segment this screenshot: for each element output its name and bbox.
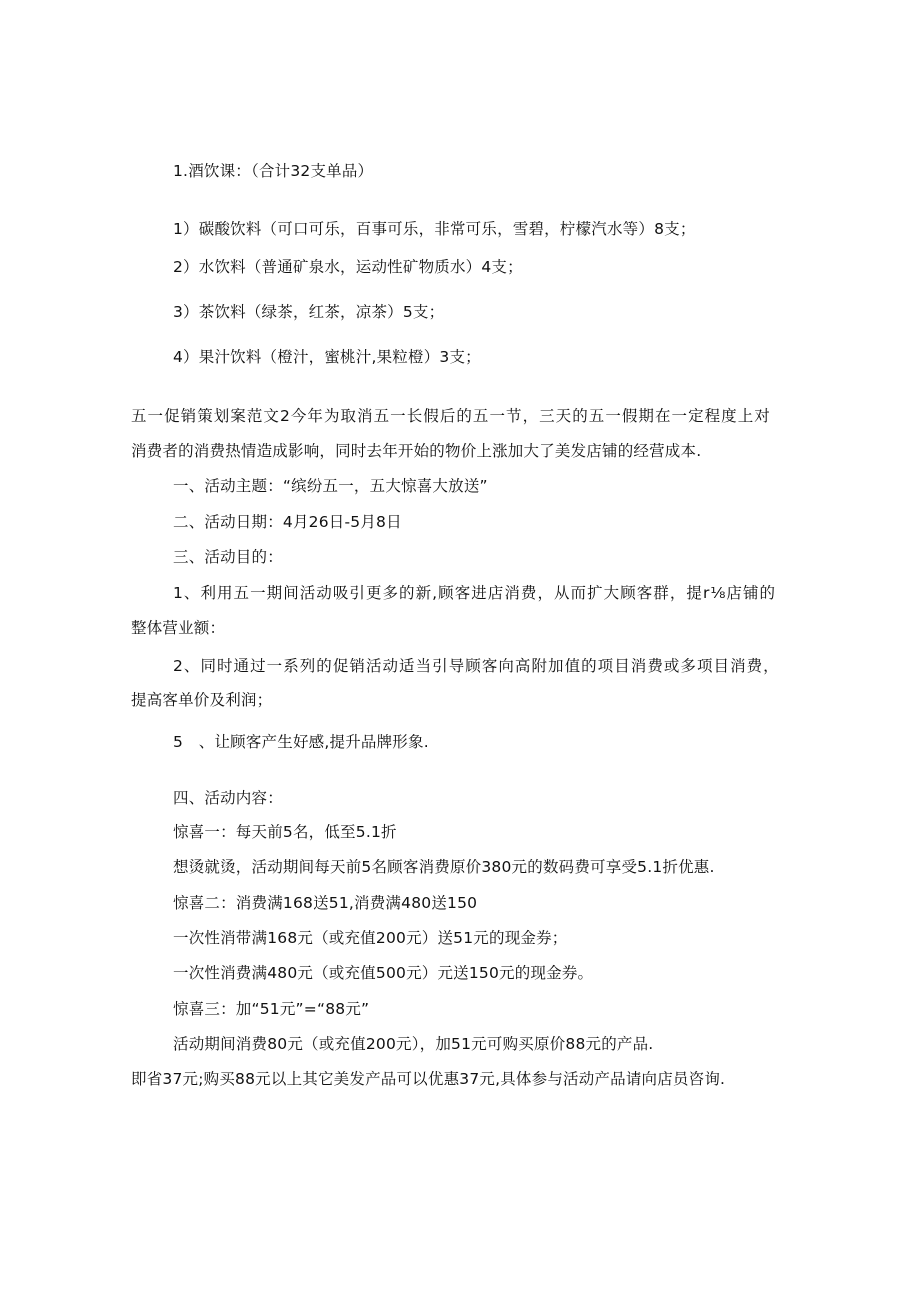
intro-paragraph-line2: 消费者的消费热情造成影响，同时去年开始的物价上涨加大了美发店铺的经营成本. [131, 442, 702, 460]
drinks-item-juice: 4）果汁饮料（橙汁，蜜桃汁,果粒橙）3支； [173, 348, 481, 366]
surprise2-line2: 一次性消费满480元（或充值500元）元送150元的现金券。 [173, 964, 594, 982]
goal3: 5 、让顾客产生好感,提升品牌形象. [173, 733, 429, 751]
surprise1-description: 想烫就烫，活动期间每天前5名顾客消费原价380元的数码费可享受5.1折优惠. [173, 858, 715, 876]
intro-paragraph-line1: 五一促销策划案范文2今年为取消五一长假后的五一节，三天的五一假期在一定程度上对 [131, 407, 771, 425]
goal2-line1: 2、同时通过一系列的促销活动适当引导顾客向高附加值的项目消费或多项目消费， [173, 657, 780, 675]
activity-theme: 一、活动主题：“缤纷五一，五大惊喜大放送” [173, 477, 488, 495]
surprise2-title: 惊喜二：消费满168送51,消费满480送150 [173, 894, 478, 912]
goal1-line2: 整体营业额： [131, 619, 226, 637]
surprise3-line1: 活动期间消费80元（或充值200元），加51元可购买原价88元的产品. [173, 1035, 654, 1053]
surprise2-line1: 一次性消带满168元（或充值200元）送51元的现金券； [173, 929, 568, 947]
goal2-line2: 提高客单价及利润； [131, 691, 273, 709]
goal1-line1: 1、利用五一期间活动吸引更多的新,顾客进店消费，从而扩大顾客群，提r⅛店铺的 [173, 584, 777, 602]
drinks-heading: 1.酒饮课：（合计32支单品） [173, 162, 374, 180]
content-heading: 四、活动内容： [173, 789, 283, 807]
surprise1-title: 惊喜一：每天前5名，低至5.1折 [173, 823, 397, 841]
goals-heading: 三、活动目的： [173, 548, 283, 566]
surprise3-line2: 即省37元;购买88元以上其它美发产品可以优惠37元,具体参与活动产品请向店员咨询. [131, 1070, 726, 1088]
drinks-item-carbonated: 1）碳酸饮料（可口可乐，百事可乐，非常可乐，雪碧，柠檬汽水等）8支； [173, 220, 696, 238]
surprise3-title: 惊喜三：加“51元”=“88元” [173, 1000, 370, 1018]
activity-dates: 二、活动日期：4月26日-5月8日 [173, 513, 402, 531]
drinks-item-water: 2）水饮料（普通矿泉水，运动性矿物质水）4支； [173, 258, 523, 276]
drinks-item-tea: 3）茶饮料（绿茶，红茶，凉茶）5支； [173, 303, 445, 321]
